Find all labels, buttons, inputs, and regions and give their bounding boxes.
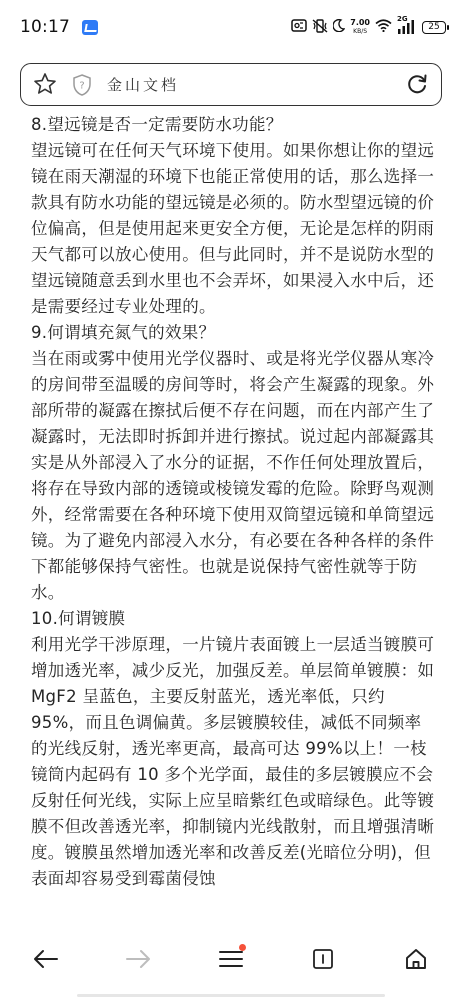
section-heading-8: 8.望远镜是否一定需要防水功能？ [31,115,283,134]
paragraph-nitrogen: 当在雨或雾中使用光学仪器时、或是将光学仪器从寒冷的房间带至温暖的房间等时，将会产生凝露的现象。外部所带的凝露在擦拭后便不存在问题，而在内部产生了凝露时，无法即时拆卸并进行擦拭。说过起内部凝露其实是从外部浸入了水分的证据，不作任何处理放置后，将存在导致内部的透镜或棱镜发霉的危险。除野鸟观测外，经常需要在各种环境下使用双筒望远镜和单筒望远镜。为了避免内部浸入水分，有必要在各种各样的条件下都能够保持气密性。也就是说保持气密性就等于防水。 [31,349,435,602]
cell-signal-icon [397,15,417,34]
section-heading-9: 9.何谓填充氮气的效果？ [31,323,216,342]
bottom-nav [0,928,462,1000]
nfc-icon [291,19,307,35]
wifi-icon [375,19,392,35]
svg-text:?: ? [79,80,85,92]
star-icon[interactable] [33,72,57,96]
status-icons [291,14,446,40]
paragraph-coating: 利用光学干涉原理，一片镜片表面镀上一层适当镀膜可增加透光率，减少反光，加强反差。单层简单镀膜：如 MgF2 呈蓝色，主要反射蓝光，透光率低，只约 95%，而且色调偏黄。多层镀膜较佳，减低不同频率的光线反射，透光率更高，最高可达 99%以上！一枝镜筒内起码有 10 多个光学面，最佳的多层镀膜应不会反射任何光线，实际上应呈暗紫红色或暗绿色。此等镀膜不但改善透光率，抑制镜内光线散射，而且增强清晰度。镀膜虽然增加透光率和改善反差(光暗位分明)，但表面却容易受到霉菌侵蚀 [31,635,435,888]
menu-icon[interactable] [214,942,248,976]
app-notification-icon [82,20,98,35]
shield-icon[interactable] [71,73,93,97]
paragraph-waterproof: 望远镜可在任何天气环境下使用。如果你想让你的望远镜在雨天潮湿的环境下也能正常使用的话，那么选择一款具有防水功能的望远镜是必须的。防水型望远镜的价位偏高，但是使用起来更安全方便，无论是怎样的阴雨天气都可以放心使用。但与此同时，并不是说防水型的望远镜随意丢到水里也不会弄坏，如果浸入水中后，还是需要经过专业处理的。 [31,141,435,316]
address-bar[interactable] [20,63,442,106]
arrow-left-icon[interactable] [29,942,63,976]
home-indicator[interactable] [77,994,385,997]
document-content [31,112,435,927]
battery-level: 25 [428,22,440,32]
arrow-right-icon[interactable] [121,942,155,976]
vibrate-icon [312,19,328,36]
section-heading-10: 10.何谓镀膜 [31,609,126,628]
net-speed [350,18,370,36]
moon-icon [333,19,345,35]
reload-icon[interactable] [405,72,429,96]
home-icon[interactable] [399,942,433,976]
status-bar [0,0,462,56]
site-name[interactable]: 金山文档 [107,76,180,94]
net-speed-unit: KB/S [353,28,368,35]
status-time: 10:17 [20,17,70,37]
net-speed-value: 7.00 [350,18,370,27]
menu-notification-dot [239,944,246,951]
tabs-icon[interactable] [306,942,340,976]
signal-label: 2G [397,15,408,23]
battery-icon [422,21,446,34]
